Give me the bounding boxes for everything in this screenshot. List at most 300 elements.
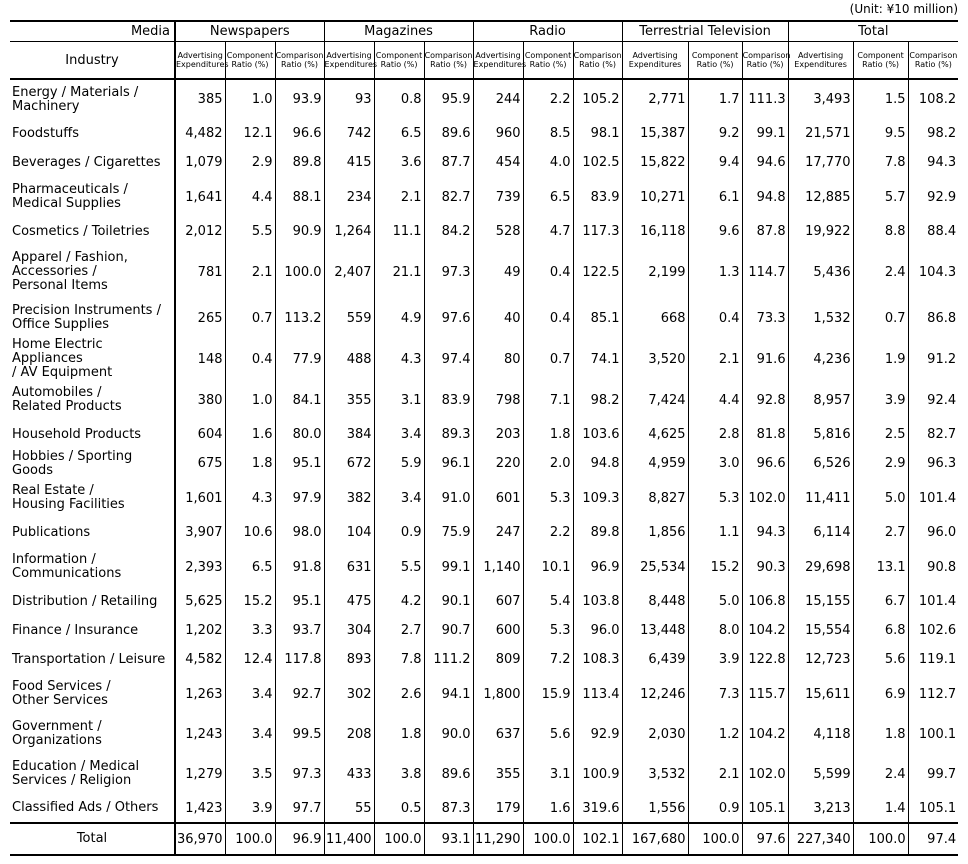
advertising-expenditures-cell: 4,625	[622, 420, 688, 449]
industry-name	[10, 674, 175, 714]
advertising-expenditures-cell: 15,822	[622, 148, 688, 177]
comparison-ratio-cell: 103.6	[573, 420, 622, 449]
total-advertising-expenditures-cell: 11,290	[473, 823, 523, 855]
advertising-expenditures-cell: 247	[473, 518, 523, 547]
component-ratio-cell: 0.7	[225, 298, 275, 338]
media-header-label: Media	[10, 21, 175, 42]
industry-name-line: Other Services	[12, 693, 108, 708]
comparison-ratio-cell: 94.8	[742, 177, 788, 217]
component-ratio-cell: 1.9	[853, 338, 908, 380]
comparison-ratio-cell: 82.7	[908, 420, 958, 449]
advertising-expenditures-header: Advertising Expenditures	[622, 42, 688, 80]
component-ratio-cell: 3.3	[225, 616, 275, 645]
component-ratio-header: Component Ratio (%)	[523, 42, 573, 80]
comparison-ratio-cell: 122.8	[742, 645, 788, 674]
industry-header-label: Industry	[10, 42, 175, 80]
advertising-expenditures-cell: 1,202	[175, 616, 225, 645]
comparison-ratio-cell: 92.4	[908, 380, 958, 420]
component-ratio-cell: 0.4	[523, 246, 573, 298]
industry-name-line: / AV Equipment	[12, 365, 113, 380]
total-comparison-ratio-cell: 96.9	[275, 823, 324, 855]
advertising-expenditures-cell: 12,246	[622, 674, 688, 714]
comparison-ratio-cell: 102.0	[742, 754, 788, 794]
comparison-ratio-cell: 100.0	[275, 246, 324, 298]
comparison-ratio-cell: 90.9	[275, 217, 324, 246]
component-ratio-cell: 2.2	[523, 518, 573, 547]
advertising-expenditures-cell: 40	[473, 298, 523, 338]
industry-name	[10, 148, 175, 177]
comparison-ratio-cell: 99.1	[742, 119, 788, 148]
component-ratio-cell: 1.7	[688, 79, 742, 119]
advertising-expenditures-header: Advertising Expenditures	[473, 42, 523, 80]
component-ratio-cell: 1.0	[225, 79, 275, 119]
advertising-expenditures-cell: 80	[473, 338, 523, 380]
industry-name-line: Personal Items	[12, 278, 108, 293]
component-ratio-cell: 0.7	[853, 298, 908, 338]
comparison-ratio-header: Comparison Ratio (%)	[573, 42, 622, 80]
advertising-expenditures-cell: 3,532	[622, 754, 688, 794]
comparison-ratio-cell: 91.8	[275, 547, 324, 587]
component-ratio-cell: 9.6	[688, 217, 742, 246]
advertising-expenditures-cell: 265	[175, 298, 225, 338]
advertising-expenditures-cell: 4,482	[175, 119, 225, 148]
advertising-expenditures-cell: 12,885	[788, 177, 853, 217]
comparison-ratio-cell: 90.1	[424, 587, 473, 616]
component-ratio-cell: 3.6	[374, 148, 424, 177]
advertising-expenditures-cell: 601	[473, 478, 523, 518]
component-ratio-cell: 6.8	[853, 616, 908, 645]
industry-name	[10, 645, 175, 674]
advertising-expenditures-cell: 16,118	[622, 217, 688, 246]
industry-name-line: Communications	[12, 566, 122, 581]
advertising-expenditures-cell: 355	[473, 754, 523, 794]
advertising-expenditures-cell: 1,279	[175, 754, 225, 794]
advertising-expenditures-cell: 2,771	[622, 79, 688, 119]
component-ratio-cell: 9.2	[688, 119, 742, 148]
comparison-ratio-cell: 96.3	[908, 449, 958, 478]
total-advertising-expenditures-cell: 11,400	[324, 823, 374, 855]
component-ratio-cell: 7.3	[688, 674, 742, 714]
advertising-expenditures-cell: 1,243	[175, 714, 225, 754]
comparison-ratio-cell: 99.5	[275, 714, 324, 754]
advertising-expenditures-cell: 8,827	[622, 478, 688, 518]
industry-name-line: Information /	[12, 552, 96, 567]
industry-name-line: Related Products	[12, 399, 122, 414]
component-ratio-cell: 7.8	[853, 148, 908, 177]
component-ratio-cell: 2.2	[523, 79, 573, 119]
advertising-expenditures-cell: 302	[324, 674, 374, 714]
comparison-ratio-cell: 109.3	[573, 478, 622, 518]
comparison-ratio-cell: 104.3	[908, 246, 958, 298]
advertising-expenditures-cell: 29,698	[788, 547, 853, 587]
component-ratio-cell: 5.6	[853, 645, 908, 674]
advertising-expenditures-cell: 244	[473, 79, 523, 119]
component-ratio-cell: 1.6	[225, 420, 275, 449]
component-ratio-cell: 0.4	[523, 298, 573, 338]
component-ratio-cell: 9.4	[688, 148, 742, 177]
advertising-expenditures-cell: 15,387	[622, 119, 688, 148]
industry-name	[10, 79, 175, 119]
advertising-expenditures-cell: 17,770	[788, 148, 853, 177]
table-row	[10, 547, 958, 587]
component-ratio-cell: 1.1	[688, 518, 742, 547]
comparison-ratio-cell: 87.8	[742, 217, 788, 246]
advertising-expenditures-cell: 234	[324, 177, 374, 217]
component-ratio-cell: 3.4	[225, 714, 275, 754]
component-ratio-cell: 5.0	[688, 587, 742, 616]
component-ratio-cell: 11.1	[374, 217, 424, 246]
comparison-ratio-cell: 111.2	[424, 645, 473, 674]
advertising-expenditures-cell: 3,907	[175, 518, 225, 547]
advertising-expenditures-header: Advertising Expenditures	[788, 42, 853, 80]
industry-name-line: Food Services /	[12, 679, 111, 694]
advertising-expenditures-cell: 380	[175, 380, 225, 420]
table-row	[10, 587, 958, 616]
industry-name-line: Housing Facilities	[12, 497, 125, 512]
industry-name-line: Precision Instruments /	[12, 303, 161, 318]
component-ratio-cell: 5.5	[225, 217, 275, 246]
component-ratio-cell: 2.7	[374, 616, 424, 645]
comparison-ratio-cell: 74.1	[573, 338, 622, 380]
advertising-expenditures-cell: 488	[324, 338, 374, 380]
industry-name-line: Office Supplies	[12, 317, 110, 332]
advertising-expenditures-cell: 21,571	[788, 119, 853, 148]
advertising-expenditures-cell: 4,236	[788, 338, 853, 380]
industry-name	[10, 794, 175, 823]
total-component-ratio-cell: 100.0	[374, 823, 424, 855]
industry-name-line: Household Products	[12, 426, 142, 442]
industry-name	[10, 217, 175, 246]
component-ratio-cell: 3.4	[374, 420, 424, 449]
component-ratio-cell: 15.2	[225, 587, 275, 616]
media-header-radio: Radio	[473, 21, 622, 42]
advertising-expenditures-cell: 415	[324, 148, 374, 177]
advertising-expenditures-cell: 203	[473, 420, 523, 449]
table-row	[10, 674, 958, 714]
comparison-ratio-cell: 104.2	[742, 714, 788, 754]
industry-name-line: Foodstuffs	[12, 125, 80, 141]
table-row	[10, 518, 958, 547]
comparison-ratio-cell: 95.1	[275, 449, 324, 478]
industry-name-line: Apparel / Fashion,	[12, 250, 128, 265]
component-ratio-cell: 2.0	[523, 449, 573, 478]
advertising-expenditures-cell: 2,407	[324, 246, 374, 298]
advertising-expenditures-cell: 19,922	[788, 217, 853, 246]
advertising-expenditures-cell: 604	[175, 420, 225, 449]
component-ratio-cell: 3.4	[225, 674, 275, 714]
comparison-ratio-cell: 87.3	[424, 794, 473, 823]
comparison-ratio-cell: 83.9	[424, 380, 473, 420]
industry-name-line: Publications	[12, 524, 91, 540]
comparison-ratio-cell: 92.8	[742, 380, 788, 420]
comparison-ratio-cell: 102.5	[573, 148, 622, 177]
component-ratio-cell: 15.9	[523, 674, 573, 714]
advertising-expenditures-cell: 1,556	[622, 794, 688, 823]
component-ratio-cell: 0.9	[374, 518, 424, 547]
component-ratio-cell: 5.9	[374, 449, 424, 478]
component-ratio-cell: 2.4	[853, 246, 908, 298]
industry-name	[10, 177, 175, 217]
advertising-expenditures-cell: 2,393	[175, 547, 225, 587]
advertising-expenditures-cell: 1,641	[175, 177, 225, 217]
table-row	[10, 754, 958, 794]
component-ratio-cell: 0.7	[523, 338, 573, 380]
table-row	[10, 714, 958, 754]
comparison-ratio-cell: 98.0	[275, 518, 324, 547]
advertising-expenditures-cell: 5,436	[788, 246, 853, 298]
comparison-ratio-cell: 94.6	[742, 148, 788, 177]
advertising-expenditures-cell: 1,423	[175, 794, 225, 823]
component-ratio-cell: 2.7	[853, 518, 908, 547]
comparison-ratio-cell: 96.0	[573, 616, 622, 645]
advertising-expenditures-cell: 1,800	[473, 674, 523, 714]
comparison-ratio-cell: 89.6	[424, 754, 473, 794]
total-advertising-expenditures-cell: 36,970	[175, 823, 225, 855]
advertising-expenditures-cell: 960	[473, 119, 523, 148]
component-ratio-cell: 2.1	[688, 338, 742, 380]
advertising-expenditures-cell: 637	[473, 714, 523, 754]
comparison-ratio-cell: 117.8	[275, 645, 324, 674]
media-header-magazines: Magazines	[324, 21, 473, 42]
advertising-expenditures-cell: 10,271	[622, 177, 688, 217]
comparison-ratio-cell: 87.7	[424, 148, 473, 177]
component-ratio-cell: 4.4	[225, 177, 275, 217]
industry-name	[10, 547, 175, 587]
component-ratio-cell: 6.5	[225, 547, 275, 587]
total-row	[10, 823, 958, 855]
component-ratio-header: Component Ratio (%)	[853, 42, 908, 80]
advertising-expenditures-cell: 355	[324, 380, 374, 420]
comparison-ratio-cell: 115.7	[742, 674, 788, 714]
industry-name	[10, 449, 175, 478]
component-ratio-cell: 1.5	[853, 79, 908, 119]
comparison-ratio-header: Comparison Ratio (%)	[742, 42, 788, 80]
component-ratio-cell: 7.8	[374, 645, 424, 674]
advertising-expenditures-cell: 3,213	[788, 794, 853, 823]
advertising-expenditures-cell: 179	[473, 794, 523, 823]
component-ratio-cell: 5.3	[523, 478, 573, 518]
advertising-expenditures-cell: 4,959	[622, 449, 688, 478]
industry-name-line: Transportation / Leisure	[12, 651, 166, 667]
advertising-expenditures-cell: 1,140	[473, 547, 523, 587]
comparison-ratio-cell: 99.7	[908, 754, 958, 794]
comparison-ratio-cell: 319.6	[573, 794, 622, 823]
advertising-expenditures-cell: 148	[175, 338, 225, 380]
comparison-ratio-cell: 95.9	[424, 79, 473, 119]
component-ratio-cell: 1.0	[225, 380, 275, 420]
advertising-expenditures-cell: 742	[324, 119, 374, 148]
advertising-expenditures-cell: 1,079	[175, 148, 225, 177]
advertising-expenditures-cell: 1,856	[622, 518, 688, 547]
comparison-ratio-cell: 73.3	[742, 298, 788, 338]
component-ratio-cell: 2.6	[374, 674, 424, 714]
comparison-ratio-cell: 90.7	[424, 616, 473, 645]
component-ratio-cell: 8.0	[688, 616, 742, 645]
advertising-expenditures-cell: 8,448	[622, 587, 688, 616]
advertising-expenditures-cell: 672	[324, 449, 374, 478]
advertising-expenditures-cell: 631	[324, 547, 374, 587]
component-ratio-cell: 1.2	[688, 714, 742, 754]
comparison-ratio-cell: 103.8	[573, 587, 622, 616]
component-ratio-cell: 5.3	[688, 478, 742, 518]
comparison-ratio-cell: 88.1	[275, 177, 324, 217]
component-ratio-cell: 6.5	[374, 119, 424, 148]
total-comparison-ratio-cell: 97.6	[742, 823, 788, 855]
table-row	[10, 380, 958, 420]
component-ratio-cell: 6.1	[688, 177, 742, 217]
comparison-ratio-cell: 80.0	[275, 420, 324, 449]
comparison-ratio-cell: 108.2	[908, 79, 958, 119]
industry-name-line: Energy / Materials /	[12, 84, 139, 100]
comparison-ratio-cell: 77.9	[275, 338, 324, 380]
comparison-ratio-cell: 105.1	[742, 794, 788, 823]
advertising-expenditures-cell: 208	[324, 714, 374, 754]
comparison-ratio-cell: 108.3	[573, 645, 622, 674]
comparison-ratio-cell: 96.6	[742, 449, 788, 478]
advertising-expenditures-cell: 668	[622, 298, 688, 338]
comparison-ratio-cell: 104.2	[742, 616, 788, 645]
component-ratio-cell: 5.6	[523, 714, 573, 754]
component-ratio-cell: 0.4	[225, 338, 275, 380]
advertising-expenditures-cell: 1,601	[175, 478, 225, 518]
component-ratio-cell: 5.5	[374, 547, 424, 587]
component-ratio-cell: 0.8	[374, 79, 424, 119]
advertising-expenditures-cell: 528	[473, 217, 523, 246]
advertising-expenditures-cell: 600	[473, 616, 523, 645]
comparison-ratio-cell: 117.3	[573, 217, 622, 246]
component-ratio-cell: 3.9	[853, 380, 908, 420]
comparison-ratio-cell: 100.9	[573, 754, 622, 794]
comparison-ratio-cell: 86.8	[908, 298, 958, 338]
advertising-expenditures-cell: 798	[473, 380, 523, 420]
component-ratio-cell: 12.1	[225, 119, 275, 148]
comparison-ratio-header: Comparison Ratio (%)	[275, 42, 324, 80]
comparison-ratio-cell: 89.8	[275, 148, 324, 177]
advertising-expenditures-cell: 13,448	[622, 616, 688, 645]
component-ratio-cell: 5.3	[523, 616, 573, 645]
total-component-ratio-cell: 100.0	[688, 823, 742, 855]
total-comparison-ratio-cell: 93.1	[424, 823, 473, 855]
component-ratio-cell: 0.5	[374, 794, 424, 823]
component-ratio-cell: 3.1	[523, 754, 573, 794]
industry-name-line: Home Electric Appliances	[12, 337, 103, 366]
industry-name-line: Medical Supplies	[12, 196, 121, 211]
comparison-ratio-cell: 84.2	[424, 217, 473, 246]
industry-name-line: Services / Religion	[12, 773, 132, 788]
industry-name	[10, 754, 175, 794]
advertising-expenditures-cell: 5,599	[788, 754, 853, 794]
total-advertising-expenditures-cell: 227,340	[788, 823, 853, 855]
comparison-ratio-cell: 106.8	[742, 587, 788, 616]
total-component-ratio-cell: 100.0	[523, 823, 573, 855]
industry-name-line: Accessories /	[12, 264, 97, 279]
table-row	[10, 449, 958, 478]
comparison-ratio-cell: 91.6	[742, 338, 788, 380]
component-ratio-cell: 12.4	[225, 645, 275, 674]
table-row	[10, 246, 958, 298]
industry-name-line: Education / Medical	[12, 759, 140, 774]
table-row	[10, 217, 958, 246]
advertising-expenditures-cell: 3,520	[622, 338, 688, 380]
advertising-expenditures-cell: 55	[324, 794, 374, 823]
advertising-expenditures-cell: 5,625	[175, 587, 225, 616]
industry-name-line: Organizations	[12, 733, 102, 748]
advertising-expenditures-cell: 220	[473, 449, 523, 478]
comparison-ratio-cell: 90.3	[742, 547, 788, 587]
comparison-ratio-header: Comparison Ratio (%)	[908, 42, 958, 80]
component-ratio-cell: 5.4	[523, 587, 573, 616]
component-ratio-cell: 1.3	[688, 246, 742, 298]
component-ratio-cell: 3.9	[688, 645, 742, 674]
advertising-expenditures-cell: 15,155	[788, 587, 853, 616]
advertising-expenditures-cell: 5,816	[788, 420, 853, 449]
component-ratio-cell: 3.5	[225, 754, 275, 794]
industry-name	[10, 714, 175, 754]
component-ratio-cell: 2.1	[225, 246, 275, 298]
component-ratio-cell: 4.3	[225, 478, 275, 518]
advertising-expenditures-cell: 49	[473, 246, 523, 298]
industry-name	[10, 246, 175, 298]
comparison-ratio-cell: 82.7	[424, 177, 473, 217]
table-row	[10, 645, 958, 674]
advertising-expenditures-cell: 11,411	[788, 478, 853, 518]
advertising-expenditures-cell: 8,957	[788, 380, 853, 420]
advertising-expenditures-cell: 454	[473, 148, 523, 177]
industry-name	[10, 478, 175, 518]
comparison-ratio-cell: 119.1	[908, 645, 958, 674]
comparison-ratio-cell: 92.7	[275, 674, 324, 714]
component-ratio-cell: 13.1	[853, 547, 908, 587]
industry-name	[10, 119, 175, 148]
comparison-ratio-cell: 102.6	[908, 616, 958, 645]
advertising-expenditures-cell: 1,263	[175, 674, 225, 714]
table-row	[10, 177, 958, 217]
total-comparison-ratio-cell: 102.1	[573, 823, 622, 855]
comparison-ratio-cell: 101.4	[908, 478, 958, 518]
comparison-ratio-cell: 97.3	[275, 754, 324, 794]
advertising-expenditures-cell: 781	[175, 246, 225, 298]
advertising-expenditures-cell: 739	[473, 177, 523, 217]
comparison-ratio-cell: 97.3	[424, 246, 473, 298]
advertising-expenditures-cell: 104	[324, 518, 374, 547]
comparison-ratio-cell: 96.9	[573, 547, 622, 587]
industry-name-line: Beverages / Cigarettes	[12, 154, 161, 170]
table-row	[10, 478, 958, 518]
component-ratio-cell: 10.1	[523, 547, 573, 587]
comparison-ratio-cell: 113.4	[573, 674, 622, 714]
component-ratio-cell: 1.8	[523, 420, 573, 449]
advertising-expenditures-cell: 433	[324, 754, 374, 794]
industry-name	[10, 616, 175, 645]
industry-name-line: Finance / Insurance	[12, 622, 139, 638]
industry-name	[10, 338, 175, 380]
component-ratio-cell: 2.1	[374, 177, 424, 217]
component-ratio-cell: 9.5	[853, 119, 908, 148]
industry-name	[10, 298, 175, 338]
component-ratio-header: Component Ratio (%)	[374, 42, 424, 80]
component-ratio-cell: 3.8	[374, 754, 424, 794]
industry-name-line: Hobbies / Sporting Goods	[12, 448, 133, 478]
comparison-ratio-cell: 105.1	[908, 794, 958, 823]
comparison-ratio-cell: 91.0	[424, 478, 473, 518]
comparison-ratio-cell: 97.4	[424, 338, 473, 380]
comparison-ratio-cell: 83.9	[573, 177, 622, 217]
comparison-ratio-cell: 96.0	[908, 518, 958, 547]
advertising-expenditures-cell: 382	[324, 478, 374, 518]
advertising-expenditures-cell: 809	[473, 645, 523, 674]
comparison-ratio-cell: 101.4	[908, 587, 958, 616]
comparison-ratio-cell: 111.3	[742, 79, 788, 119]
